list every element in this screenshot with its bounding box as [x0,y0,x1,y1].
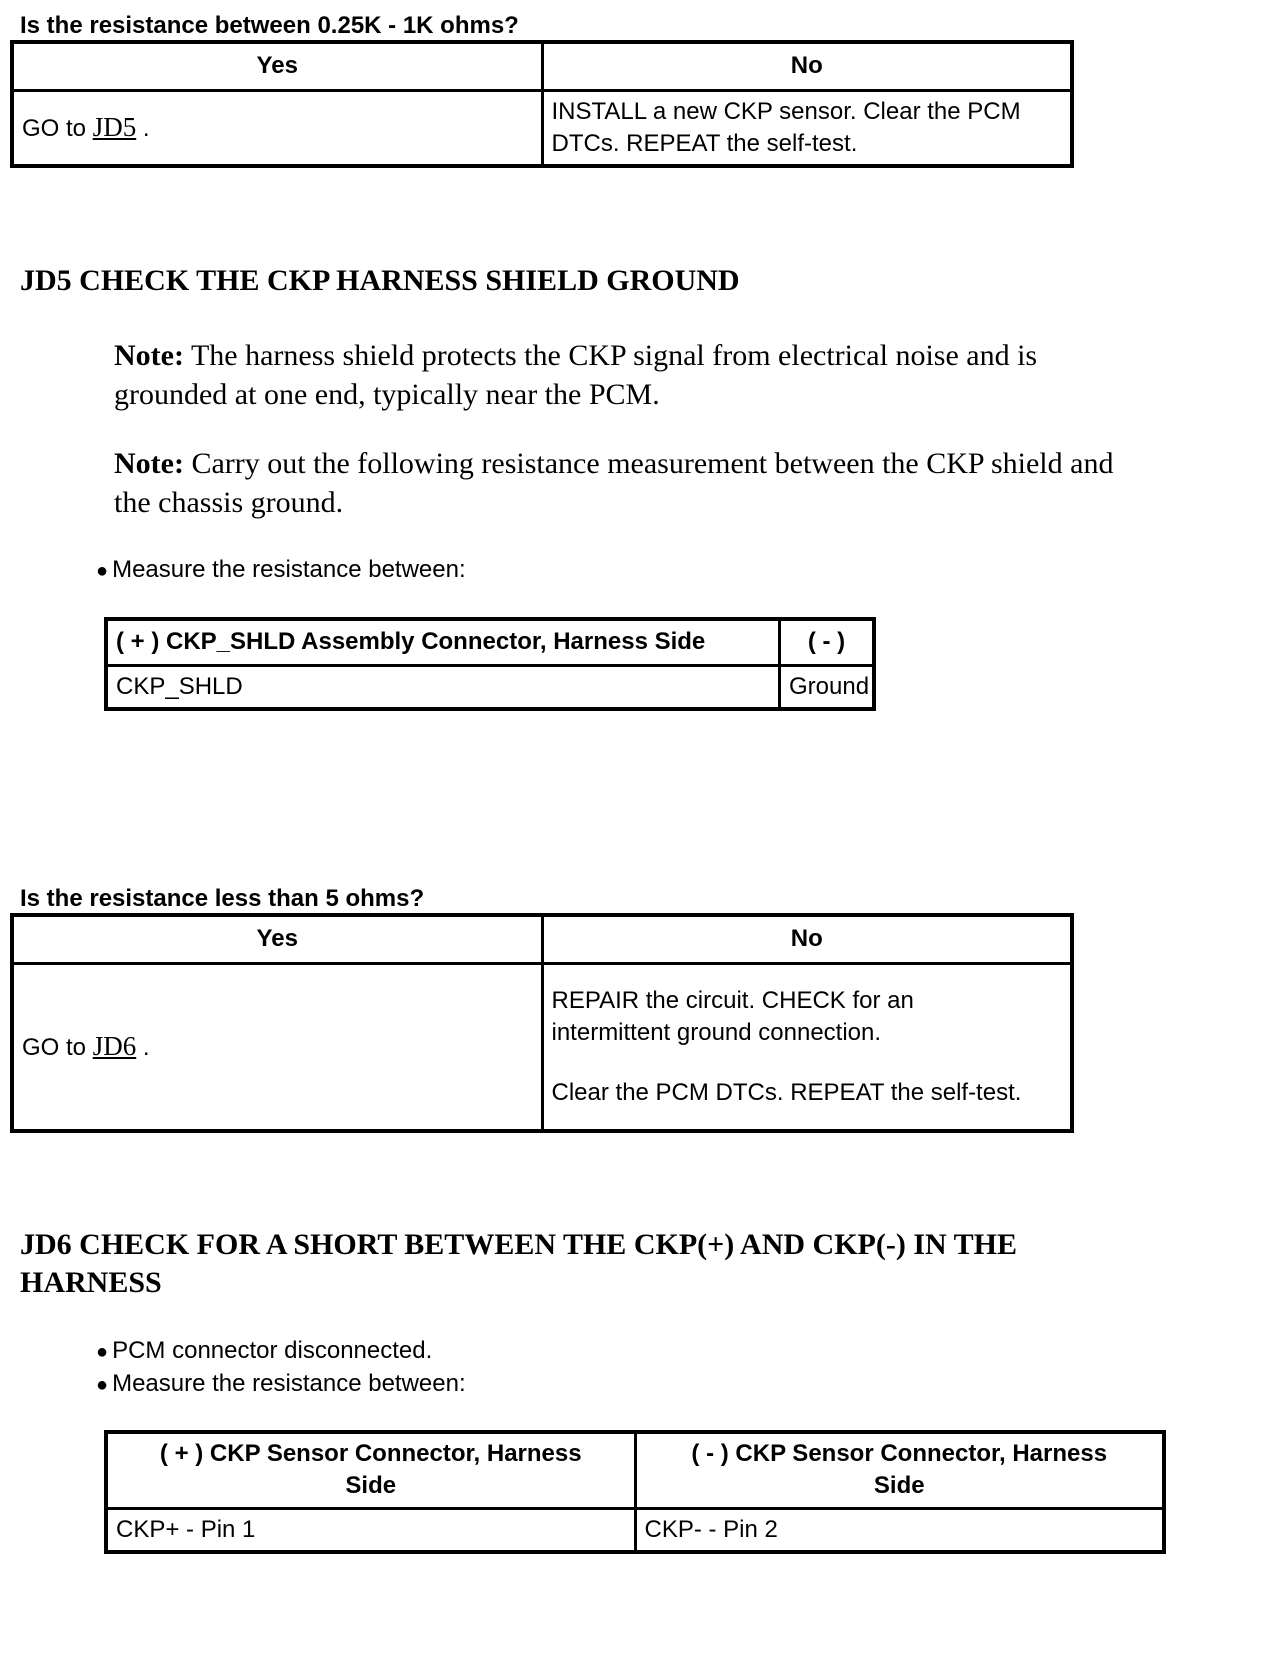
no-cell: INSTALL a new CKP sensor. Clear the PCM DTCs. REPEAT the self-test. [542,90,1072,166]
bullet-icon: ● [96,1341,109,1363]
link-jd5[interactable]: JD5 [92,111,137,142]
bullet-icon: ● [96,1374,109,1396]
jd5-col1-value: CKP_SHLD [106,665,780,709]
go-to-label: GO to [22,114,87,142]
link-jd6[interactable]: JD6 [92,1030,137,1061]
no-text-1: REPAIR the circuit. CHECK for an intermittent ground connection. [551,986,914,1046]
jd6-col2-value: CKP- - Pin 2 [635,1508,1164,1552]
jd5-heading: JD5 CHECK THE CKP HARNESS SHIELD GROUND [20,264,740,297]
no-text-2: Clear the PCM DTCs. REPEAT the self-test. [551,1078,1022,1106]
jd6-bullet-1 [96,1334,432,1369]
question-1: Is the resistance between 0.25K - 1K ohms? [20,12,519,39]
no-header: No [542,42,1072,90]
go-to-suffix: . [142,1033,150,1061]
decision-table-2 [10,913,1074,1133]
no-cell [542,963,1072,1131]
go-to-label: GO to [22,1033,87,1061]
jd6-col1-value: CKP+ - Pin 1 [106,1508,635,1552]
jd6-heading: JD6 CHECK FOR A SHORT BETWEEN THE CKP(+) AND CKP(-) IN THE HARNESS [20,1228,1018,1299]
note-label: Note: [114,447,184,480]
bullet-text: Measure the resistance between: [112,556,466,583]
bullet-icon: ● [96,560,109,582]
note-label: Note: [114,339,184,372]
jd6-bullet-2 [96,1367,466,1402]
bullet-text: PCM connector disconnected. [112,1337,433,1364]
note-text: Carry out the following resistance measurement between the CKP shield and the chassis ground. [114,447,1114,519]
yes-cell [12,90,542,166]
jd5-bullet [96,553,466,588]
go-to-suffix: . [142,114,150,142]
jd5-col2-value: Ground [780,665,875,709]
yes-header: Yes [12,42,542,90]
jd6-measure-table [104,1430,1166,1554]
jd6-col1-header: ( + ) CKP Sensor Connector, Harness Side [106,1432,635,1508]
yes-header: Yes [12,915,542,963]
decision-table-1 [10,40,1074,168]
no-header: No [542,915,1072,963]
jd5-note-2 [114,444,1144,522]
note-text: The harness shield protects the CKP signal from electrical noise and is grounded at one end, typically near the PCM. [114,339,1038,411]
yes-cell [12,963,542,1131]
jd6-col2-header: ( - ) CKP Sensor Connector, Harness Side [635,1432,1164,1508]
bullet-text: Measure the resistance between: [112,1370,466,1397]
jd5-note-1 [114,336,1124,414]
jd5-col1-header: ( + ) CKP_SHLD Assembly Connector, Harness Side [106,619,780,665]
jd5-col2-header: ( - ) [780,619,875,665]
question-2: Is the resistance less than 5 ohms? [20,885,425,912]
jd5-measure-table [104,617,876,711]
